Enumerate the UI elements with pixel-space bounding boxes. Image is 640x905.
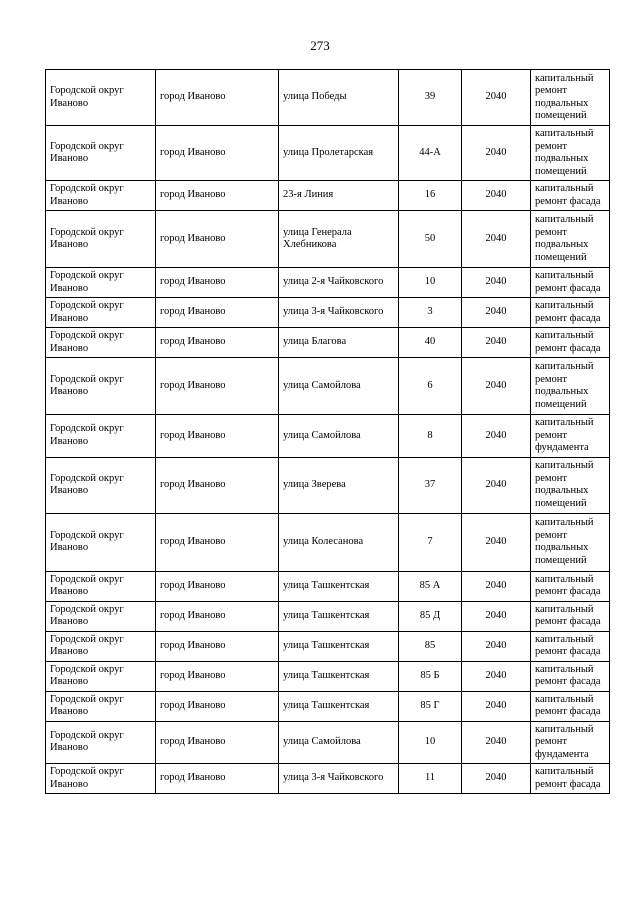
city-cell: город Иваново [156,571,279,601]
street-cell: улица 3-я Чайковского [279,298,399,328]
city-cell: город Иваново [156,661,279,691]
table-row [46,571,610,601]
work-type-cell: капитальный ремонт фасада [531,181,610,211]
table-row [46,328,610,358]
street-cell: улица Зверева [279,457,399,513]
year-cell: 2040 [462,415,531,458]
table-row [46,211,610,268]
year-cell: 2040 [462,268,531,298]
house-number-cell: 8 [399,415,462,458]
year-cell: 2040 [462,571,531,601]
work-type-cell: капитальный ремонт подвальных помещений [531,126,610,181]
street-cell: улица Благова [279,328,399,358]
year-cell: 2040 [462,298,531,328]
house-number-cell: 7 [399,513,462,571]
city-cell: город Иваново [156,211,279,268]
house-number-cell: 16 [399,181,462,211]
work-type-cell: капитальный ремонт фасада [531,691,610,721]
street-cell: улица Самойлова [279,721,399,764]
year-cell: 2040 [462,764,531,794]
year-cell: 2040 [462,126,531,181]
street-cell: улица Ташкентская [279,691,399,721]
house-number-cell: 50 [399,211,462,268]
year-cell: 2040 [462,721,531,764]
repair-schedule-table [45,69,610,794]
year-cell: 2040 [462,601,531,631]
table-row [46,268,610,298]
table-row [46,181,610,211]
house-number-cell: 85 Г [399,691,462,721]
table-row [46,298,610,328]
city-cell: город Иваново [156,181,279,211]
district-cell: Городской округ Иваново [46,181,156,211]
table-row [46,513,610,571]
year-cell: 2040 [462,691,531,721]
table-row [46,601,610,631]
district-cell: Городской округ Иваново [46,691,156,721]
house-number-cell: 6 [399,358,462,415]
district-cell: Городской округ Иваново [46,70,156,126]
street-cell: улица Ташкентская [279,601,399,631]
year-cell: 2040 [462,661,531,691]
house-number-cell: 40 [399,328,462,358]
house-number-cell: 44-А [399,126,462,181]
table-row [46,70,610,126]
table-row [46,631,610,661]
city-cell: город Иваново [156,513,279,571]
year-cell: 2040 [462,328,531,358]
city-cell: город Иваново [156,457,279,513]
street-cell: улица Ташкентская [279,661,399,691]
district-cell: Городской округ Иваново [46,631,156,661]
city-cell: город Иваново [156,631,279,661]
work-type-cell: капитальный ремонт подвальных помещений [531,211,610,268]
street-cell: 23-я Линия [279,181,399,211]
city-cell: город Иваново [156,415,279,458]
house-number-cell: 85 Б [399,661,462,691]
city-cell: город Иваново [156,328,279,358]
city-cell: город Иваново [156,126,279,181]
work-type-cell: капитальный ремонт фундамента [531,721,610,764]
year-cell: 2040 [462,181,531,211]
district-cell: Городской округ Иваново [46,601,156,631]
district-cell: Городской округ Иваново [46,513,156,571]
street-cell: улица Колесанова [279,513,399,571]
house-number-cell: 85 А [399,571,462,601]
street-cell: улица Самойлова [279,358,399,415]
street-cell: улица Победы [279,70,399,126]
street-cell: улица Пролетарская [279,126,399,181]
work-type-cell: капитальный ремонт подвальных помещений [531,457,610,513]
table-row [46,764,610,794]
street-cell: улица 3-я Чайковского [279,764,399,794]
district-cell: Городской округ Иваново [46,298,156,328]
street-cell: улица 2-я Чайковского [279,268,399,298]
district-cell: Городской округ Иваново [46,721,156,764]
table-body [46,70,610,794]
table-row [46,358,610,415]
table-row [46,661,610,691]
city-cell: город Иваново [156,764,279,794]
district-cell: Городской округ Иваново [46,211,156,268]
table-row [46,126,610,181]
table-row [46,721,610,764]
house-number-cell: 10 [399,721,462,764]
house-number-cell: 85 Д [399,601,462,631]
year-cell: 2040 [462,457,531,513]
page-number: 273 [310,38,330,53]
street-cell: улица Самойлова [279,415,399,458]
street-cell: улица Генерала Хлебникова [279,211,399,268]
work-type-cell: капитальный ремонт фасада [531,601,610,631]
district-cell: Городской округ Иваново [46,457,156,513]
year-cell: 2040 [462,631,531,661]
year-cell: 2040 [462,358,531,415]
house-number-cell: 85 [399,631,462,661]
house-number-cell: 3 [399,298,462,328]
city-cell: город Иваново [156,268,279,298]
work-type-cell: капитальный ремонт фундамента [531,415,610,458]
work-type-cell: капитальный ремонт фасада [531,764,610,794]
district-cell: Городской округ Иваново [46,268,156,298]
year-cell: 2040 [462,513,531,571]
house-number-cell: 11 [399,764,462,794]
work-type-cell: капитальный ремонт фасада [531,298,610,328]
street-cell: улица Ташкентская [279,571,399,601]
district-cell: Городской округ Иваново [46,358,156,415]
city-cell: город Иваново [156,601,279,631]
city-cell: город Иваново [156,298,279,328]
house-number-cell: 37 [399,457,462,513]
street-cell: улица Ташкентская [279,631,399,661]
year-cell: 2040 [462,70,531,126]
district-cell: Городской округ Иваново [46,571,156,601]
district-cell: Городской округ Иваново [46,328,156,358]
work-type-cell: капитальный ремонт фасада [531,661,610,691]
year-cell: 2040 [462,211,531,268]
work-type-cell: капитальный ремонт фасада [531,631,610,661]
city-cell: город Иваново [156,691,279,721]
work-type-cell: капитальный ремонт подвальных помещений [531,358,610,415]
work-type-cell: капитальный ремонт фасада [531,571,610,601]
district-cell: Городской округ Иваново [46,661,156,691]
district-cell: Городской округ Иваново [46,764,156,794]
district-cell: Городской округ Иваново [46,415,156,458]
work-type-cell: капитальный ремонт подвальных помещений [531,513,610,571]
work-type-cell: капитальный ремонт подвальных помещений [531,70,610,126]
district-cell: Городской округ Иваново [46,126,156,181]
table-row [46,457,610,513]
house-number-cell: 39 [399,70,462,126]
house-number-cell: 10 [399,268,462,298]
work-type-cell: капитальный ремонт фасада [531,328,610,358]
work-type-cell: капитальный ремонт фасада [531,268,610,298]
table-row [46,691,610,721]
city-cell: город Иваново [156,721,279,764]
city-cell: город Иваново [156,358,279,415]
table-row [46,415,610,458]
city-cell: город Иваново [156,70,279,126]
